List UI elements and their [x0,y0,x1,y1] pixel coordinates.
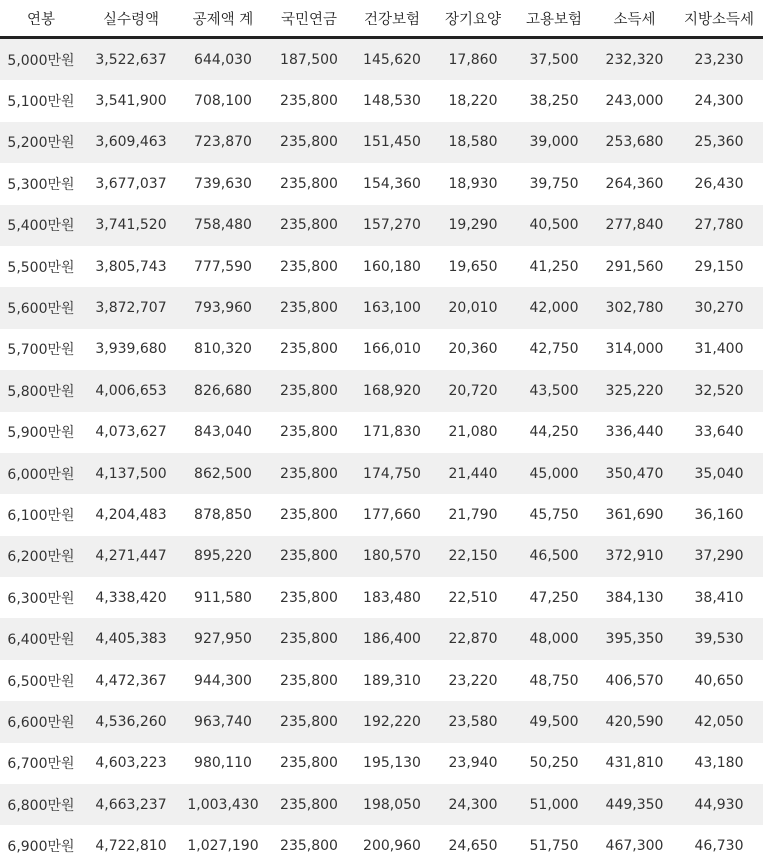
cell-total-deduction: 777,590 [180,246,266,287]
header-annual-salary: 연봉 [0,0,82,38]
cell-health-insurance: 148,530 [352,80,432,121]
cell-total-deduction: 878,850 [180,494,266,535]
header-total-deduction: 공제액 계 [180,0,266,38]
cell-net-pay: 4,536,260 [82,701,180,742]
cell-local-income-tax: 23,230 [675,38,763,81]
header-local-income-tax: 지방소득세 [675,0,763,38]
cell-national-pension: 235,800 [266,784,352,825]
cell-local-income-tax: 25,360 [675,122,763,163]
cell-annual-salary: 5,500만원 [0,246,82,287]
cell-total-deduction: 843,040 [180,412,266,453]
table-row [0,494,763,535]
cell-annual-salary: 6,200만원 [0,536,82,577]
cell-long-term-care: 18,930 [432,163,514,204]
cell-local-income-tax: 35,040 [675,453,763,494]
cell-total-deduction: 758,480 [180,205,266,246]
cell-national-pension: 235,800 [266,577,352,618]
cell-annual-salary: 6,800만원 [0,784,82,825]
cell-annual-salary: 6,900만원 [0,825,82,866]
table-body [0,38,763,867]
table-row [0,370,763,411]
cell-health-insurance: 177,660 [352,494,432,535]
cell-net-pay: 4,073,627 [82,412,180,453]
cell-health-insurance: 180,570 [352,536,432,577]
cell-long-term-care: 24,300 [432,784,514,825]
cell-employment-insurance: 37,500 [514,38,594,81]
cell-long-term-care: 23,220 [432,660,514,701]
cell-local-income-tax: 36,160 [675,494,763,535]
cell-long-term-care: 22,150 [432,536,514,577]
cell-annual-salary: 5,400만원 [0,205,82,246]
cell-annual-salary: 5,700만원 [0,329,82,370]
cell-income-tax: 406,570 [594,660,675,701]
cell-income-tax: 232,320 [594,38,675,81]
cell-employment-insurance: 50,250 [514,743,594,784]
cell-total-deduction: 723,870 [180,122,266,163]
cell-income-tax: 302,780 [594,287,675,328]
cell-national-pension: 235,800 [266,536,352,577]
cell-total-deduction: 826,680 [180,370,266,411]
cell-local-income-tax: 42,050 [675,701,763,742]
cell-long-term-care: 22,870 [432,618,514,659]
cell-income-tax: 291,560 [594,246,675,287]
cell-employment-insurance: 39,750 [514,163,594,204]
cell-income-tax: 243,000 [594,80,675,121]
cell-employment-insurance: 42,000 [514,287,594,328]
cell-employment-insurance: 51,000 [514,784,594,825]
cell-employment-insurance: 44,250 [514,412,594,453]
cell-income-tax: 361,690 [594,494,675,535]
cell-total-deduction: 793,960 [180,287,266,328]
cell-total-deduction: 963,740 [180,701,266,742]
cell-income-tax: 350,470 [594,453,675,494]
cell-health-insurance: 154,360 [352,163,432,204]
cell-income-tax: 314,000 [594,329,675,370]
cell-local-income-tax: 43,180 [675,743,763,784]
cell-health-insurance: 145,620 [352,38,432,81]
cell-income-tax: 277,840 [594,205,675,246]
cell-net-pay: 4,722,810 [82,825,180,866]
cell-health-insurance: 163,100 [352,287,432,328]
cell-national-pension: 235,800 [266,205,352,246]
cell-employment-insurance: 46,500 [514,536,594,577]
cell-national-pension: 235,800 [266,701,352,742]
cell-employment-insurance: 40,500 [514,205,594,246]
cell-long-term-care: 23,580 [432,701,514,742]
header-national-pension: 국민연금 [266,0,352,38]
cell-net-pay: 4,405,383 [82,618,180,659]
header-row [0,0,763,38]
cell-annual-salary: 5,800만원 [0,370,82,411]
cell-employment-insurance: 51,750 [514,825,594,866]
cell-long-term-care: 20,360 [432,329,514,370]
cell-local-income-tax: 39,530 [675,618,763,659]
cell-national-pension: 235,800 [266,412,352,453]
cell-employment-insurance: 48,750 [514,660,594,701]
cell-total-deduction: 944,300 [180,660,266,701]
cell-net-pay: 3,872,707 [82,287,180,328]
cell-income-tax: 449,350 [594,784,675,825]
cell-net-pay: 3,939,680 [82,329,180,370]
table-row [0,287,763,328]
cell-annual-salary: 5,900만원 [0,412,82,453]
header-income-tax: 소득세 [594,0,675,38]
cell-total-deduction: 1,027,190 [180,825,266,866]
table-row [0,536,763,577]
table-row [0,80,763,121]
cell-local-income-tax: 29,150 [675,246,763,287]
cell-employment-insurance: 48,000 [514,618,594,659]
cell-annual-salary: 5,100만원 [0,80,82,121]
cell-income-tax: 325,220 [594,370,675,411]
cell-annual-salary: 6,400만원 [0,618,82,659]
cell-national-pension: 235,800 [266,246,352,287]
table-row [0,618,763,659]
cell-national-pension: 235,800 [266,329,352,370]
cell-local-income-tax: 31,400 [675,329,763,370]
cell-health-insurance: 200,960 [352,825,432,866]
cell-long-term-care: 23,940 [432,743,514,784]
cell-national-pension: 235,800 [266,660,352,701]
cell-health-insurance: 198,050 [352,784,432,825]
cell-annual-salary: 5,300만원 [0,163,82,204]
cell-annual-salary: 6,500만원 [0,660,82,701]
cell-total-deduction: 1,003,430 [180,784,266,825]
cell-employment-insurance: 49,500 [514,701,594,742]
cell-local-income-tax: 37,290 [675,536,763,577]
cell-health-insurance: 166,010 [352,329,432,370]
table-row [0,329,763,370]
cell-annual-salary: 5,600만원 [0,287,82,328]
cell-employment-insurance: 43,500 [514,370,594,411]
header-long-term-care: 장기요양 [432,0,514,38]
cell-annual-salary: 6,100만원 [0,494,82,535]
cell-income-tax: 336,440 [594,412,675,453]
cell-health-insurance: 174,750 [352,453,432,494]
cell-health-insurance: 151,450 [352,122,432,163]
cell-income-tax: 264,360 [594,163,675,204]
cell-long-term-care: 18,220 [432,80,514,121]
cell-local-income-tax: 46,730 [675,825,763,866]
cell-net-pay: 3,805,743 [82,246,180,287]
cell-total-deduction: 895,220 [180,536,266,577]
table-row [0,163,763,204]
cell-annual-salary: 5,000만원 [0,38,82,81]
cell-net-pay: 3,677,037 [82,163,180,204]
cell-national-pension: 235,800 [266,494,352,535]
cell-net-pay: 4,137,500 [82,453,180,494]
cell-total-deduction: 927,950 [180,618,266,659]
cell-long-term-care: 19,290 [432,205,514,246]
cell-total-deduction: 708,100 [180,80,266,121]
cell-employment-insurance: 45,750 [514,494,594,535]
cell-long-term-care: 20,010 [432,287,514,328]
cell-health-insurance: 157,270 [352,205,432,246]
cell-income-tax: 253,680 [594,122,675,163]
cell-health-insurance: 195,130 [352,743,432,784]
cell-long-term-care: 22,510 [432,577,514,618]
cell-health-insurance: 183,480 [352,577,432,618]
table-row [0,784,763,825]
cell-annual-salary: 6,600만원 [0,701,82,742]
cell-employment-insurance: 41,250 [514,246,594,287]
table-row [0,205,763,246]
cell-national-pension: 235,800 [266,287,352,328]
table-row [0,122,763,163]
header-health-insurance: 건강보험 [352,0,432,38]
cell-local-income-tax: 33,640 [675,412,763,453]
cell-employment-insurance: 47,250 [514,577,594,618]
cell-net-pay: 4,006,653 [82,370,180,411]
cell-local-income-tax: 24,300 [675,80,763,121]
cell-net-pay: 3,541,900 [82,80,180,121]
cell-national-pension: 235,800 [266,163,352,204]
cell-annual-salary: 6,700만원 [0,743,82,784]
cell-long-term-care: 19,650 [432,246,514,287]
cell-net-pay: 4,603,223 [82,743,180,784]
cell-long-term-care: 20,720 [432,370,514,411]
cell-national-pension: 235,800 [266,618,352,659]
table-row [0,453,763,494]
table-row [0,577,763,618]
cell-net-pay: 4,271,447 [82,536,180,577]
cell-net-pay: 4,472,367 [82,660,180,701]
cell-annual-salary: 5,200만원 [0,122,82,163]
cell-long-term-care: 17,860 [432,38,514,81]
cell-national-pension: 235,800 [266,370,352,411]
cell-net-pay: 4,338,420 [82,577,180,618]
cell-local-income-tax: 27,780 [675,205,763,246]
cell-employment-insurance: 39,000 [514,122,594,163]
cell-health-insurance: 186,400 [352,618,432,659]
table-row [0,660,763,701]
cell-local-income-tax: 26,430 [675,163,763,204]
cell-employment-insurance: 45,000 [514,453,594,494]
cell-local-income-tax: 32,520 [675,370,763,411]
cell-income-tax: 372,910 [594,536,675,577]
cell-national-pension: 235,800 [266,80,352,121]
cell-net-pay: 4,663,237 [82,784,180,825]
cell-health-insurance: 171,830 [352,412,432,453]
cell-national-pension: 235,800 [266,122,352,163]
cell-net-pay: 3,522,637 [82,38,180,81]
cell-annual-salary: 6,000만원 [0,453,82,494]
cell-net-pay: 4,204,483 [82,494,180,535]
cell-total-deduction: 739,630 [180,163,266,204]
cell-long-term-care: 18,580 [432,122,514,163]
cell-long-term-care: 21,080 [432,412,514,453]
cell-national-pension: 235,800 [266,453,352,494]
table-row [0,825,763,866]
cell-total-deduction: 810,320 [180,329,266,370]
cell-total-deduction: 911,580 [180,577,266,618]
cell-national-pension: 187,500 [266,38,352,81]
cell-national-pension: 235,800 [266,743,352,784]
table-row [0,701,763,742]
table-row [0,412,763,453]
cell-local-income-tax: 30,270 [675,287,763,328]
cell-income-tax: 384,130 [594,577,675,618]
cell-net-pay: 3,741,520 [82,205,180,246]
header-net-pay: 실수령액 [82,0,180,38]
table-header [0,0,763,38]
cell-employment-insurance: 38,250 [514,80,594,121]
cell-health-insurance: 189,310 [352,660,432,701]
cell-total-deduction: 980,110 [180,743,266,784]
cell-local-income-tax: 38,410 [675,577,763,618]
cell-annual-salary: 6,300만원 [0,577,82,618]
cell-local-income-tax: 40,650 [675,660,763,701]
table-row [0,246,763,287]
header-employment-insurance: 고용보험 [514,0,594,38]
cell-total-deduction: 862,500 [180,453,266,494]
cell-long-term-care: 21,790 [432,494,514,535]
table-row [0,743,763,784]
cell-income-tax: 420,590 [594,701,675,742]
cell-national-pension: 235,800 [266,825,352,866]
cell-employment-insurance: 42,750 [514,329,594,370]
cell-health-insurance: 168,920 [352,370,432,411]
cell-health-insurance: 160,180 [352,246,432,287]
cell-long-term-care: 24,650 [432,825,514,866]
table-row [0,38,763,81]
cell-income-tax: 467,300 [594,825,675,866]
cell-long-term-care: 21,440 [432,453,514,494]
cell-income-tax: 431,810 [594,743,675,784]
cell-net-pay: 3,609,463 [82,122,180,163]
cell-local-income-tax: 44,930 [675,784,763,825]
cell-total-deduction: 644,030 [180,38,266,81]
cell-health-insurance: 192,220 [352,701,432,742]
cell-income-tax: 395,350 [594,618,675,659]
